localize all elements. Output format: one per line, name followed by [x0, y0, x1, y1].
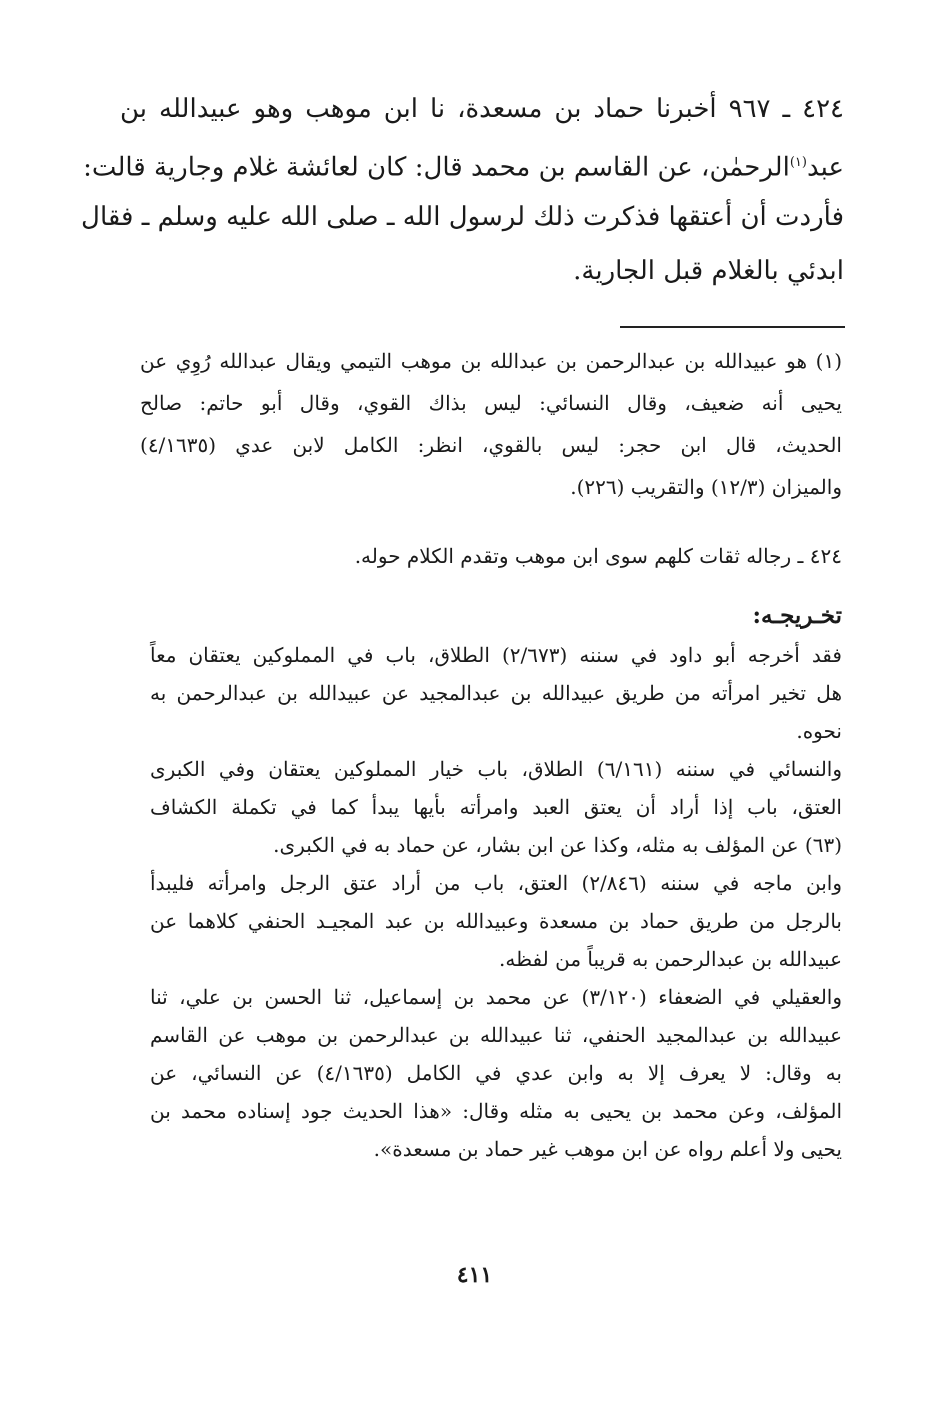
hadith-line-rest: الرحمٰن، عن القاسم بن محمد قال: كان لعائشة غلام وجارية قالت:	[83, 152, 790, 183]
footnote-line: والميزان (١٢/٣) والتقريب (٢٢٦).	[570, 475, 842, 499]
footnote-line: الحديث، قال ابن حجر: ليس بالقوي، انظر: الكامل لابن عدي (٤/١٦٣٥)	[140, 433, 842, 457]
takhrij-line: به وقال: لا يعرف إلا به وابن عدي في الكامل (٤/١٦٣٥) عن النسائي، عن	[150, 1061, 842, 1085]
hadith-line	[83, 136, 844, 190]
takhrij-line: هل تخير امرأته من طريق عبيدالله بن عبدالمجيد عن عبيدالله بن عبدالرحمن به	[150, 681, 842, 705]
footnote-marker[interactable]: (١)	[789, 155, 807, 170]
takhrij-line: فقد أخرجه أبو داود في سننه (٢/٦٧٣) الطلاق، باب في المملوكين يعتقان معاً	[150, 643, 842, 667]
takhrij-line: نحوه.	[796, 719, 842, 743]
footnote-separator	[620, 326, 845, 328]
takhrij-line: يحيى ولا أعلم رواه عن ابن موهب غير حماد بن مسعدة».	[373, 1137, 842, 1161]
hadith-line-start: عبد	[806, 152, 844, 183]
hadith-line: ابدئي بالغلام قبل الجارية.	[573, 256, 844, 286]
takhrij-line: والعقيلي في الضعفاء (٣/١٢٠) عن محمد بن إسماعيل، ثنا الحسن بن علي، ثنا	[150, 985, 843, 1009]
hadith-line: ٤٢٤ ـ ٩٦٧ أخبرنا حماد بن مسعدة، نا ابن موهب وهو عبيدالله بن	[120, 94, 845, 124]
takhrij-line: العتق، باب إذا أراد أن يعتق العبد وامرأته بأيها يبدأ كما في تكملة الكشاف	[150, 795, 842, 819]
takhrij-line: بالرجل من طريق حماد بن مسعدة وعبيدالله بن عبد المجيـد الحنفي كلاهما عن	[150, 909, 842, 933]
page-number: ٤١١	[456, 1262, 493, 1288]
takhrij-line: المؤلف، وعن محمد بن يحيى به مثله وقال: «هذا الحديث جود إسناده محمد بن	[150, 1099, 842, 1123]
narrator-note-line: ٤٢٤ ـ رجاله ثقات كلهم سوى ابن موهب وتقدم الكلام حوله.	[354, 544, 842, 568]
takhrij-line: وابن ماجه في سننه (٢/٨٤٦) العتق، باب من أراد عتق الرجل وامرأته فليبدأ	[150, 871, 842, 895]
narrator-note	[300, 535, 842, 577]
takhrij-text	[150, 636, 842, 1168]
takhrij-line: والنسائي في سننه (٦/١٦١) الطلاق، باب خيار المملوكين يعتقان وفي الكبرى	[150, 757, 843, 781]
takhrij-heading: تخـريجـه:	[752, 602, 842, 629]
footnote	[140, 340, 842, 508]
footnote-line: (١) هو عبيدالله بن عبدالرحمن بن عبدالله بن موهب التيمي ويقال عبدالله رُوِي عن	[140, 349, 842, 373]
takhrij-line: (٦٣) عن المؤلف به مثله، وكذا عن ابن بشار، عن حماد به في الكبرى.	[273, 833, 842, 857]
hadith-line: فأردت أن أعتقها فذكرت ذلك لرسول الله ـ صلى الله عليه وسلم ـ فقال	[81, 202, 844, 232]
takhrij-line: عبيدالله بن عبدالرحمن به قريباً من لفظه.	[499, 947, 842, 971]
hadith-text	[81, 82, 845, 298]
footnote-line: يحيى أنه ضعيف، وقال النسائي: ليس بذاك القوي، وقال أبو حاتم: صالح	[140, 391, 842, 415]
takhrij-line: عبيدالله بن عبدالمجيد الحنفي، ثنا عبيدالله بن عبدالرحمن بن موهب عن القاسم	[150, 1023, 842, 1047]
